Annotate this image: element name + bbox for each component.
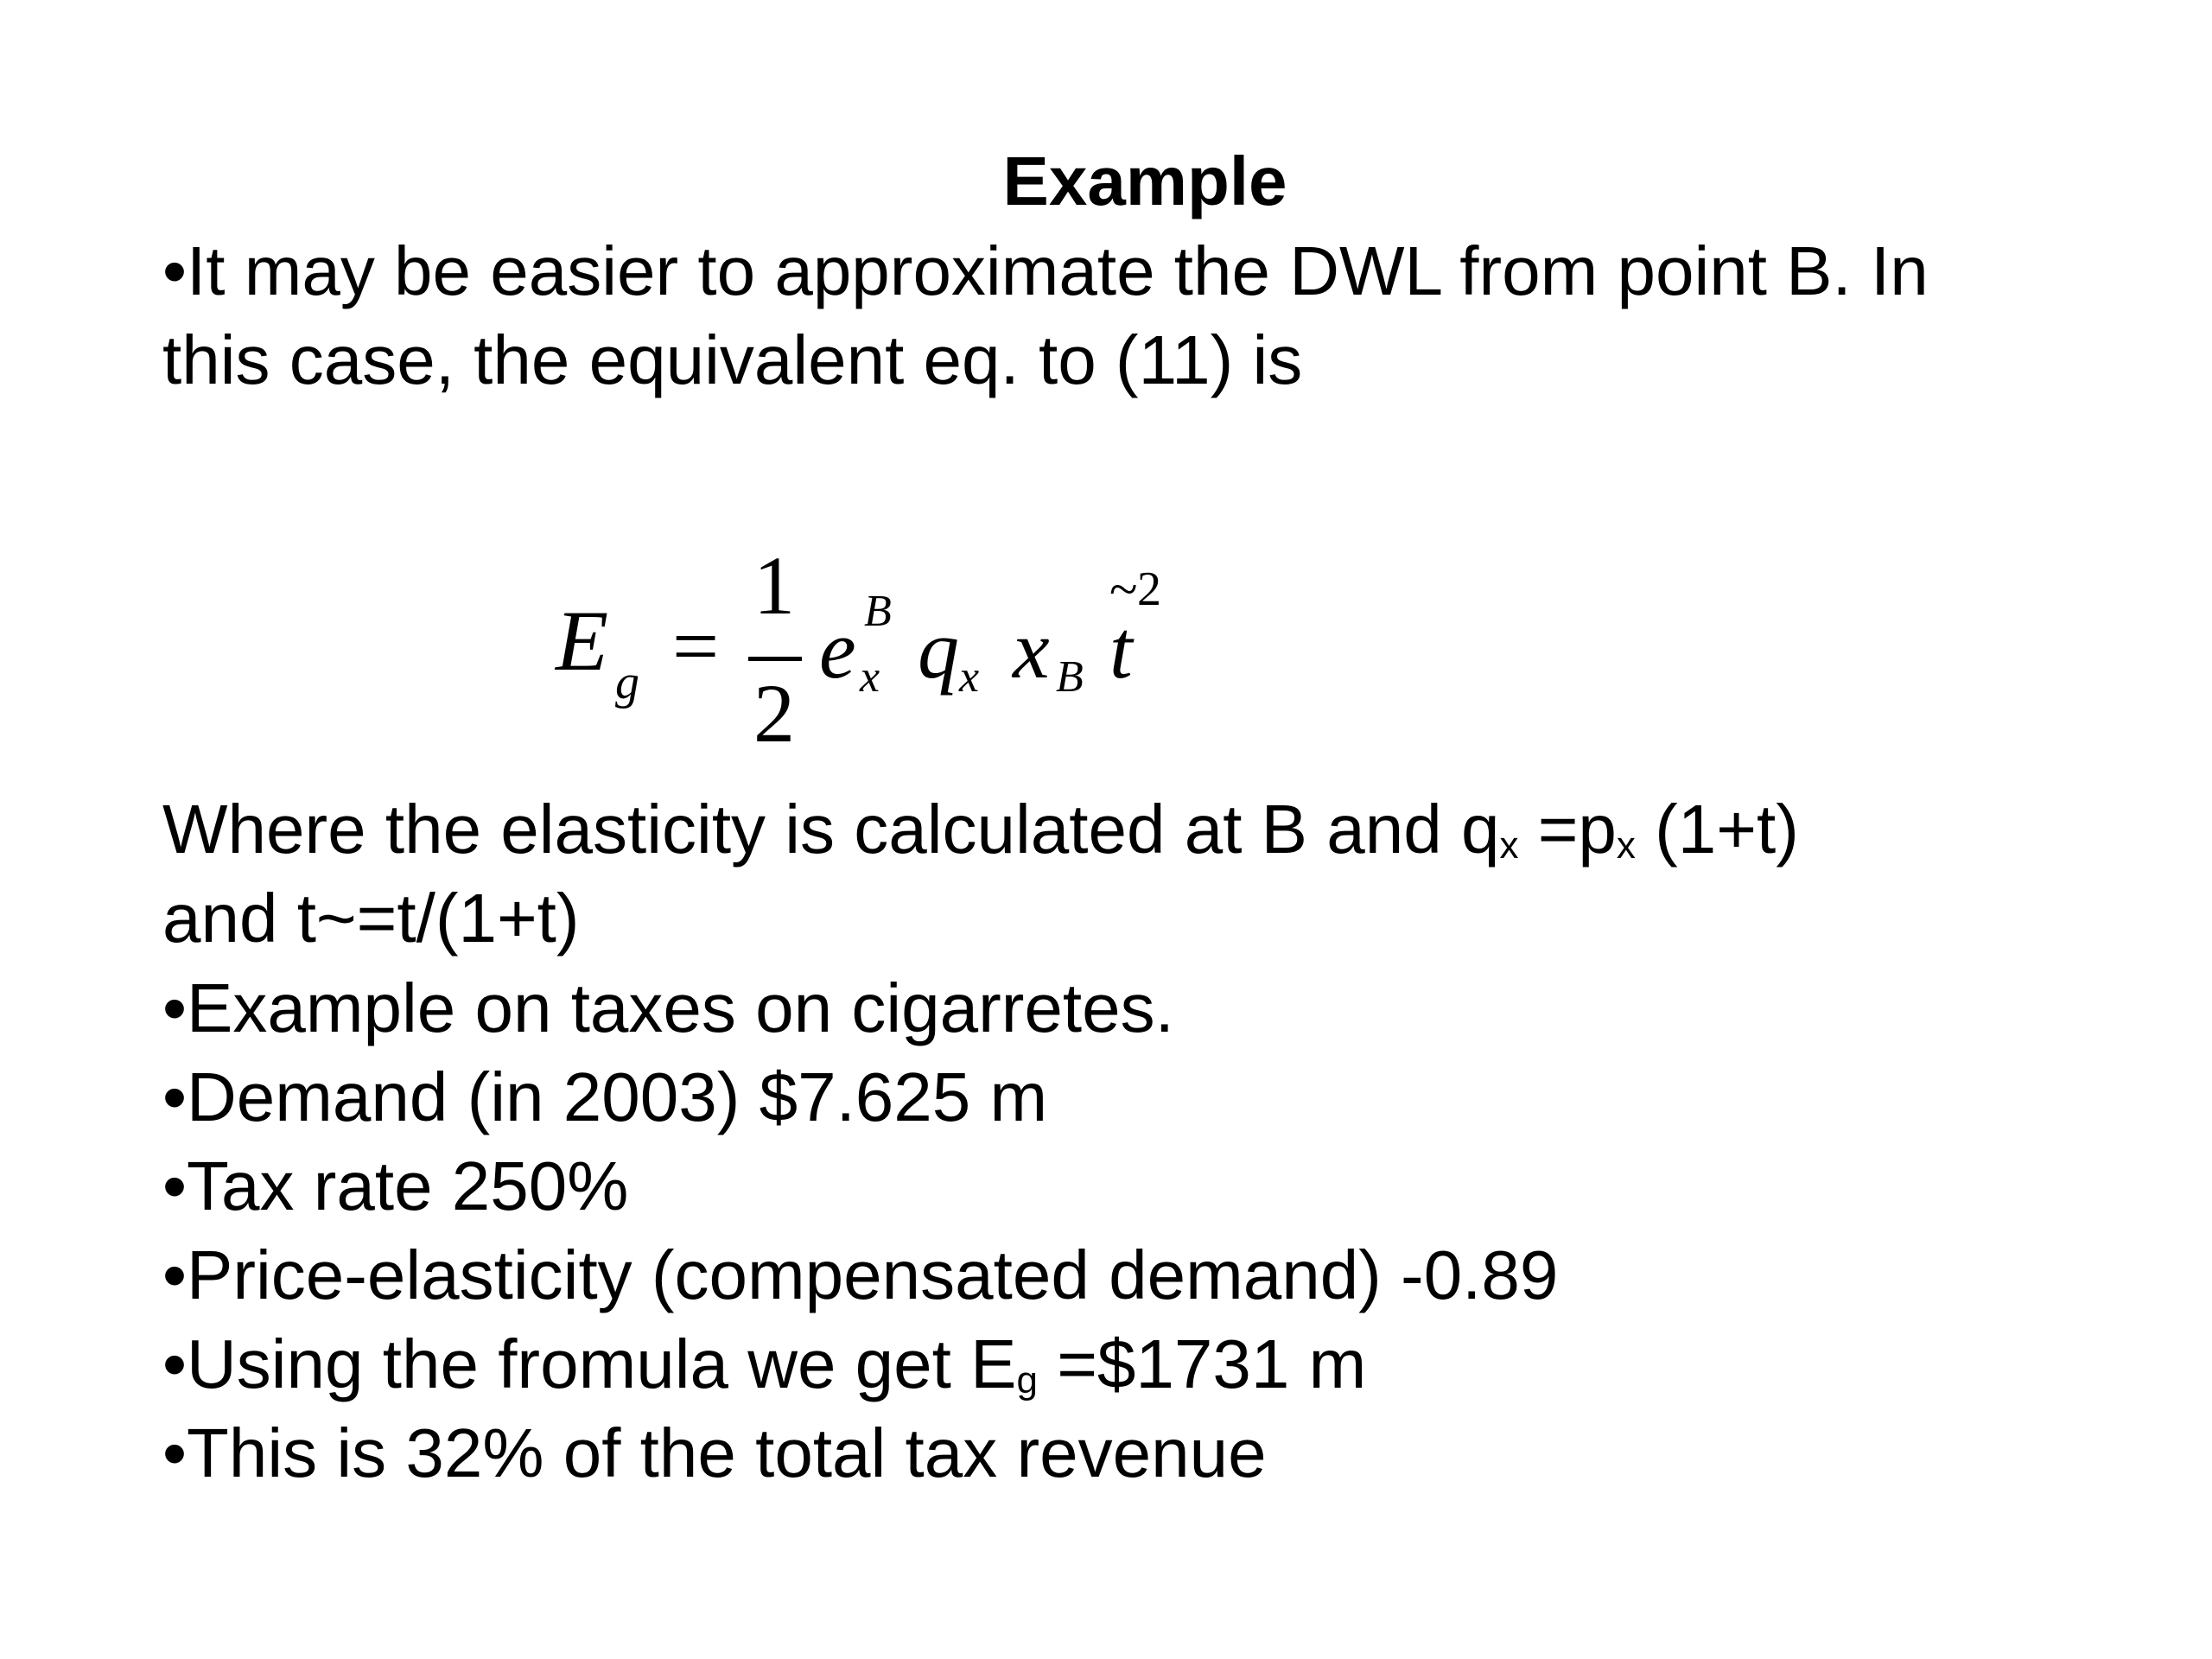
eq-t-tilde: ~ [1109,561,1138,618]
bullet-item: •Price-elasticity (compensated demand) -0.89 [162,1236,1559,1313]
eq-lhs-symbol: E [556,593,609,689]
where-line-1 [162,785,1799,874]
where-line-2: and t~=t/(1+t) [162,880,580,957]
bullet-sub: g [1016,1359,1038,1402]
eq-numerator: 1 [753,539,795,632]
bullet-text-a: •Using the fromula we get E [162,1325,1017,1402]
where-text-c: (1+t) [1635,791,1799,868]
bullet-list [162,963,1558,1497]
eq-equals: = [672,600,720,692]
bullet-item [162,1319,1558,1408]
where-paragraph [162,785,1799,963]
bullet-item: •Example on taxes on cigarretes. [162,969,1174,1046]
eq-lhs-subscript: g [615,656,639,709]
intro-paragraph [162,226,1929,404]
bullet-item: •This is 32% of the total tax revenue [162,1414,1267,1491]
where-text-b: =p [1518,791,1617,868]
where-sub-2: x [1616,824,1636,867]
eq-t-symbol: t [1109,603,1133,696]
eq-elasticity-symbol: e [819,603,856,696]
eq-x-subscript: B [1056,652,1084,702]
eq-denominator: 2 [753,667,795,760]
eq-elasticity-subscript: x [860,652,880,702]
intro-line-1: •It may be easier to approximate the DWL from point B. In [162,232,1929,309]
intro-line-2: this case, the equivalent eq. to (11) is [162,321,1303,398]
where-sub-1: x [1499,824,1519,867]
bullet-item: •Tax rate 250% [162,1147,629,1224]
eq-elasticity-superscript: B [864,587,892,636]
where-text-a: Where the elasticity is calculated at B and q [162,791,1500,868]
eq-fraction-bar [748,657,802,661]
eq-x-symbol: x [1013,603,1050,696]
bullet-text-b: =$1731 m [1037,1325,1367,1402]
slide-title: Example [1002,143,1287,219]
eq-q-subscript: x [959,652,980,702]
bullet-item: •Demand (in 2003) $7.625 m [162,1058,1048,1135]
eq-t-power: 2 [1137,563,1161,616]
eq-q-symbol: q [918,603,959,696]
